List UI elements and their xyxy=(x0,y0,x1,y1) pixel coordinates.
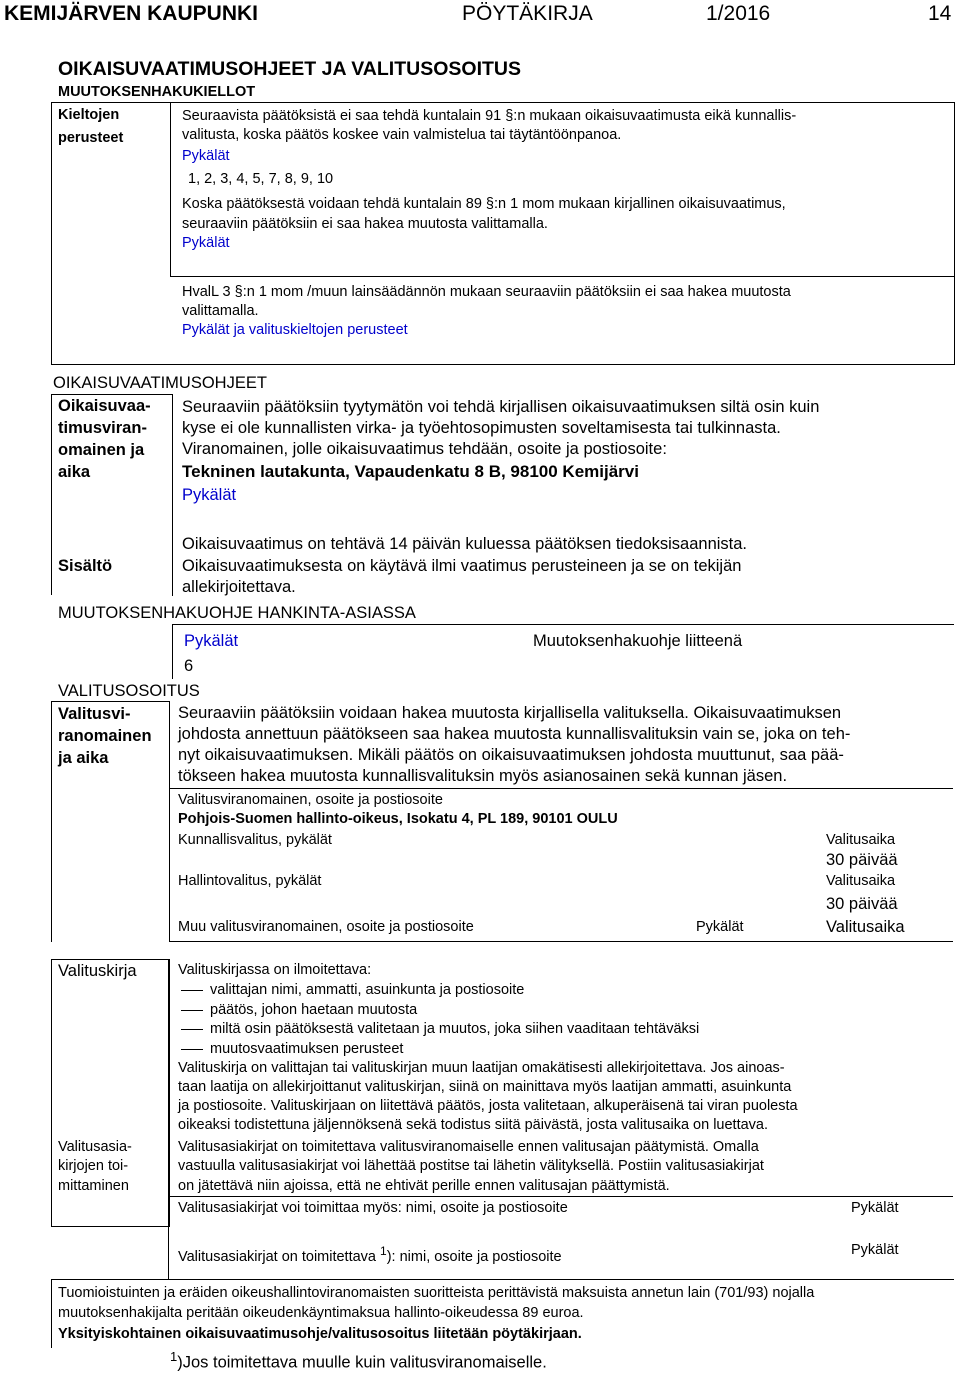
valitus-label-3: ja aika xyxy=(58,749,109,767)
valitus-p1-line3: nyt oikaisuvaatimuksen. Mikäli päätös on oikaisuvaatimuksen johdosta muuttunut, saa pää- xyxy=(178,746,844,764)
oikaisu-label-2: timusviran- xyxy=(58,419,147,437)
valitus-p1-line2: johdosta annettuun päätökseen saa hakea muutosta kunnallisvalituksin vain se, joka on teh- xyxy=(178,725,851,743)
header-city: KEMIJÄRVEN KAUPUNKI xyxy=(4,2,258,25)
valitus-label-1: Valitusvi- xyxy=(58,705,131,723)
footer-bold-note: Yksityiskohtainen oikaisuvaatimusohje/valitusosoitus liitetään pöytäkirjaan. xyxy=(58,1326,582,1342)
valituskirja-item-4: muutosvaatimuksen perusteet xyxy=(210,1041,404,1057)
hallintovalitus-days: 30 päivää xyxy=(826,895,898,913)
header-doc-number: 1/2016 xyxy=(706,2,771,25)
oikaisu-p1-line2: kyse ei ole kunnallisten virka- ja työehtosopimusten soveltamisesta tai tulkinnasta. xyxy=(182,419,781,437)
toimittaminen-row2-pykalat: Pykälät xyxy=(851,1242,899,1258)
valituskirja-item-3: miltä osin päätöksestä valitetaan ja muutos, joka siihen vaaditaan tehtäväksi xyxy=(210,1021,700,1037)
muu-viranomainen-label: Muu valitusviranomainen, osoite ja postiosoite xyxy=(178,919,474,935)
valituskirja-p-line1: Valituskirja on valittajan tai valituskirjan muun laatijan omakätisesti allekirjoitettava. Jos ainoas- xyxy=(178,1060,785,1076)
kiellot-p1-line2: valitusta, koska päätös koskee vain valmistelua tai täytäntöönpanoa. xyxy=(182,127,622,143)
kiellot-p2-line2: seuraaviin päätöksiin ei saa hakea muutosta valittamalla. xyxy=(182,216,548,232)
oikaisu-label-4: aika xyxy=(58,463,91,481)
oikaisu-pykalat: Pykälät xyxy=(182,486,237,504)
hankinta-pykalat: Pykälät xyxy=(184,632,239,650)
footer-p-line2: muutoksenhakijalta peritään oikeudenkäyntimaksua hallinto-oikeudessa 89 euroa. xyxy=(58,1305,584,1321)
footer-p-line1: Tuomioistuinten ja eräiden oikeushallintoviranomaisten suoritteista perittävistä maksuista annetun lain (701/93) nojalla xyxy=(58,1285,815,1301)
sisalto-line1: Oikaisuvaatimus on tehtävä 14 päivän kuluessa päätöksen tiedoksisaannista. xyxy=(182,535,748,553)
toimittaminen-p-line1: Valitusasiakirjat on toimitettava valitusviranomaiselle ennen valitusajan päätymistä. Omalla xyxy=(178,1139,759,1155)
valituskirja-item-2: päätös, johon haetaan muutosta xyxy=(210,1002,418,1018)
valituskirja-item-1: valittajan nimi, ammatti, asuinkunta ja postiosoite xyxy=(210,982,525,998)
toimittaminen-label-3: mittaminen xyxy=(58,1178,129,1194)
valituskirja-label: Valituskirja xyxy=(58,962,137,980)
oikaisu-label-1: Oikaisuvaa- xyxy=(58,397,151,415)
pykalat-label-1: Pykälät xyxy=(182,148,230,164)
valitusosoitus-heading: VALITUSOSOITUS xyxy=(58,682,200,700)
pykalat-list-1: 1, 2, 3, 4, 5, 7, 8, 9, 10 xyxy=(188,171,334,187)
toimittaminen-label-2: kirjojen toi- xyxy=(58,1158,129,1174)
sisalto-line2: Oikaisuvaatimuksesta on käytävä ilmi vaatimus perusteineen ja se on tekijän xyxy=(182,557,742,575)
kiellot-p1-line1: Seuraavista päätöksistä ei saa tehdä kuntalain 91 §:n mukaan oikaisuvaatimusta eikä kunnallis- xyxy=(182,108,797,124)
valitus-authority: Pohjois-Suomen hallinto-oikeus, Isokatu 4, PL 189, 90101 OULU xyxy=(178,811,618,827)
toimittaminen-label-1: Valitusasia- xyxy=(58,1139,132,1155)
header-page-number: 14 xyxy=(928,2,952,25)
muu-pykalat: Pykälät xyxy=(696,919,744,935)
sisalto-label: Sisältö xyxy=(58,557,113,575)
kieltojen-label-1: Kieltojen xyxy=(58,107,120,123)
oikaisu-p1-line1: Seuraaviin päätöksiin tyytymätön voi tehdä kirjallisen oikaisuvaatimuksen siltä osin kuin xyxy=(182,398,820,416)
oikaisu-address: Tekninen lautakunta, Vapaudenkatu 8 B, 98100 Kemijärvi xyxy=(182,462,639,481)
valitus-p1-line4: tökseen hakea muutosta kunnallisvalituksin myös asianosainen sekä kunnan jäsen. xyxy=(178,767,788,785)
kunnallisvalitus-aika: Valitusaika xyxy=(826,832,896,848)
hankinta-heading: MUUTOKSENHAKUOHJE HANKINTA-ASIASSA xyxy=(58,604,416,622)
hankinta-liitteena: Muutoksenhakuohje liitteenä xyxy=(533,632,743,650)
oikaisu-p1-line3: Viranomainen, jolle oikaisuvaatimus tehdään, osoite ja postiosoite: xyxy=(182,440,667,458)
muutoksenhakukiellot-heading: MUUTOKSENHAKUKIELLOT xyxy=(58,84,256,100)
toimittaminen-p-line3: on jätettävä niin ajoissa, että ne ehtivät perille ennen valitusajan päättymistä. xyxy=(178,1178,670,1194)
kiellot-p3-line1: HvalL 3 §:n 1 mom /muun lainsäädännön mukaan seuraaviin päätöksiin ei saa hakea muutosta xyxy=(182,284,791,300)
sisalto-line3: allekirjoitettava. xyxy=(182,578,296,596)
valituskirja-p-line4: oikeaksi todistettuna jäljennöksenä sekä todistus siitä päivästä, josta valitusaika on luettava. xyxy=(178,1117,769,1133)
valituskirja-p-line3: ja postiosoite. Valituskirjaan on liitettävä päätös, josta valitetaan, alkuperäisenä tai viran puolesta xyxy=(178,1098,798,1114)
kieltojen-label-2: perusteet xyxy=(58,130,124,146)
hankinta-pykalat-value: 6 xyxy=(184,657,194,675)
toimittaminen-row1-pykalat: Pykälät xyxy=(851,1200,899,1216)
kunnallisvalitus-days: 30 päivää xyxy=(826,851,898,869)
footnote: $^1$)Jos toimitettava muulle kuin valitusviranomaiselle. xyxy=(170,1349,547,1372)
valituskirja-intro: Valituskirjassa on ilmoitettava: xyxy=(178,962,372,978)
toimittaminen-row2: Valitusasiakirjat on toimitettava $^1$): nimi, osoite ja postiosoite xyxy=(178,1244,562,1265)
oikaisuvaatimus-heading: OIKAISUVAATIMUSOHJEET xyxy=(53,374,267,392)
valitus-p1-line1: Seuraaviin päätöksiin voidaan hakea muutosta kirjallisella valituksella. Oikaisuvaatimuksen xyxy=(178,704,842,722)
valituskirja-p-line2: taan laatija on allekirjoittanut valituskirjan, siinä on mainittava myös laatijan ammatti, asuinkunta xyxy=(178,1079,792,1095)
toimittaminen-p-line2: vastuulla valitusasiakirjat voi lähettää postitse tai lähetin välityksellä. Postiin valitusasiakirjat xyxy=(178,1158,764,1174)
pykalat-label-2: Pykälät xyxy=(182,235,230,251)
header-doc-type: PÖYTÄKIRJA xyxy=(462,2,593,25)
kiellot-p3-line2: valittamalla. xyxy=(182,303,259,319)
valitus-label-2: ranomainen xyxy=(58,727,152,745)
kunnallisvalitus-label: Kunnallisvalitus, pykälät xyxy=(178,832,332,848)
valitus-authority-label: Valitusviranomainen, osoite ja postiosoite xyxy=(178,792,443,808)
kiellot-p2-line1: Koska päätöksestä voidaan tehdä kuntalain 89 §:n 1 mom mukaan kirjallinen oikaisuvaatimus, xyxy=(182,196,786,212)
page-title: OIKAISUVAATIMUSOHJEET JA VALITUSOSOITUS xyxy=(58,58,521,80)
hallintovalitus-aika: Valitusaika xyxy=(826,873,896,889)
hallintovalitus-label: Hallintovalitus, pykälät xyxy=(178,873,322,889)
muu-aika: Valitusaika xyxy=(826,918,905,936)
pykalat-label-3: Pykälät ja valituskieltojen perusteet xyxy=(182,322,408,338)
oikaisu-label-3: omainen ja xyxy=(58,441,145,459)
toimittaminen-row1: Valitusasiakirjat voi toimittaa myös: nimi, osoite ja postiosoite xyxy=(178,1200,568,1216)
